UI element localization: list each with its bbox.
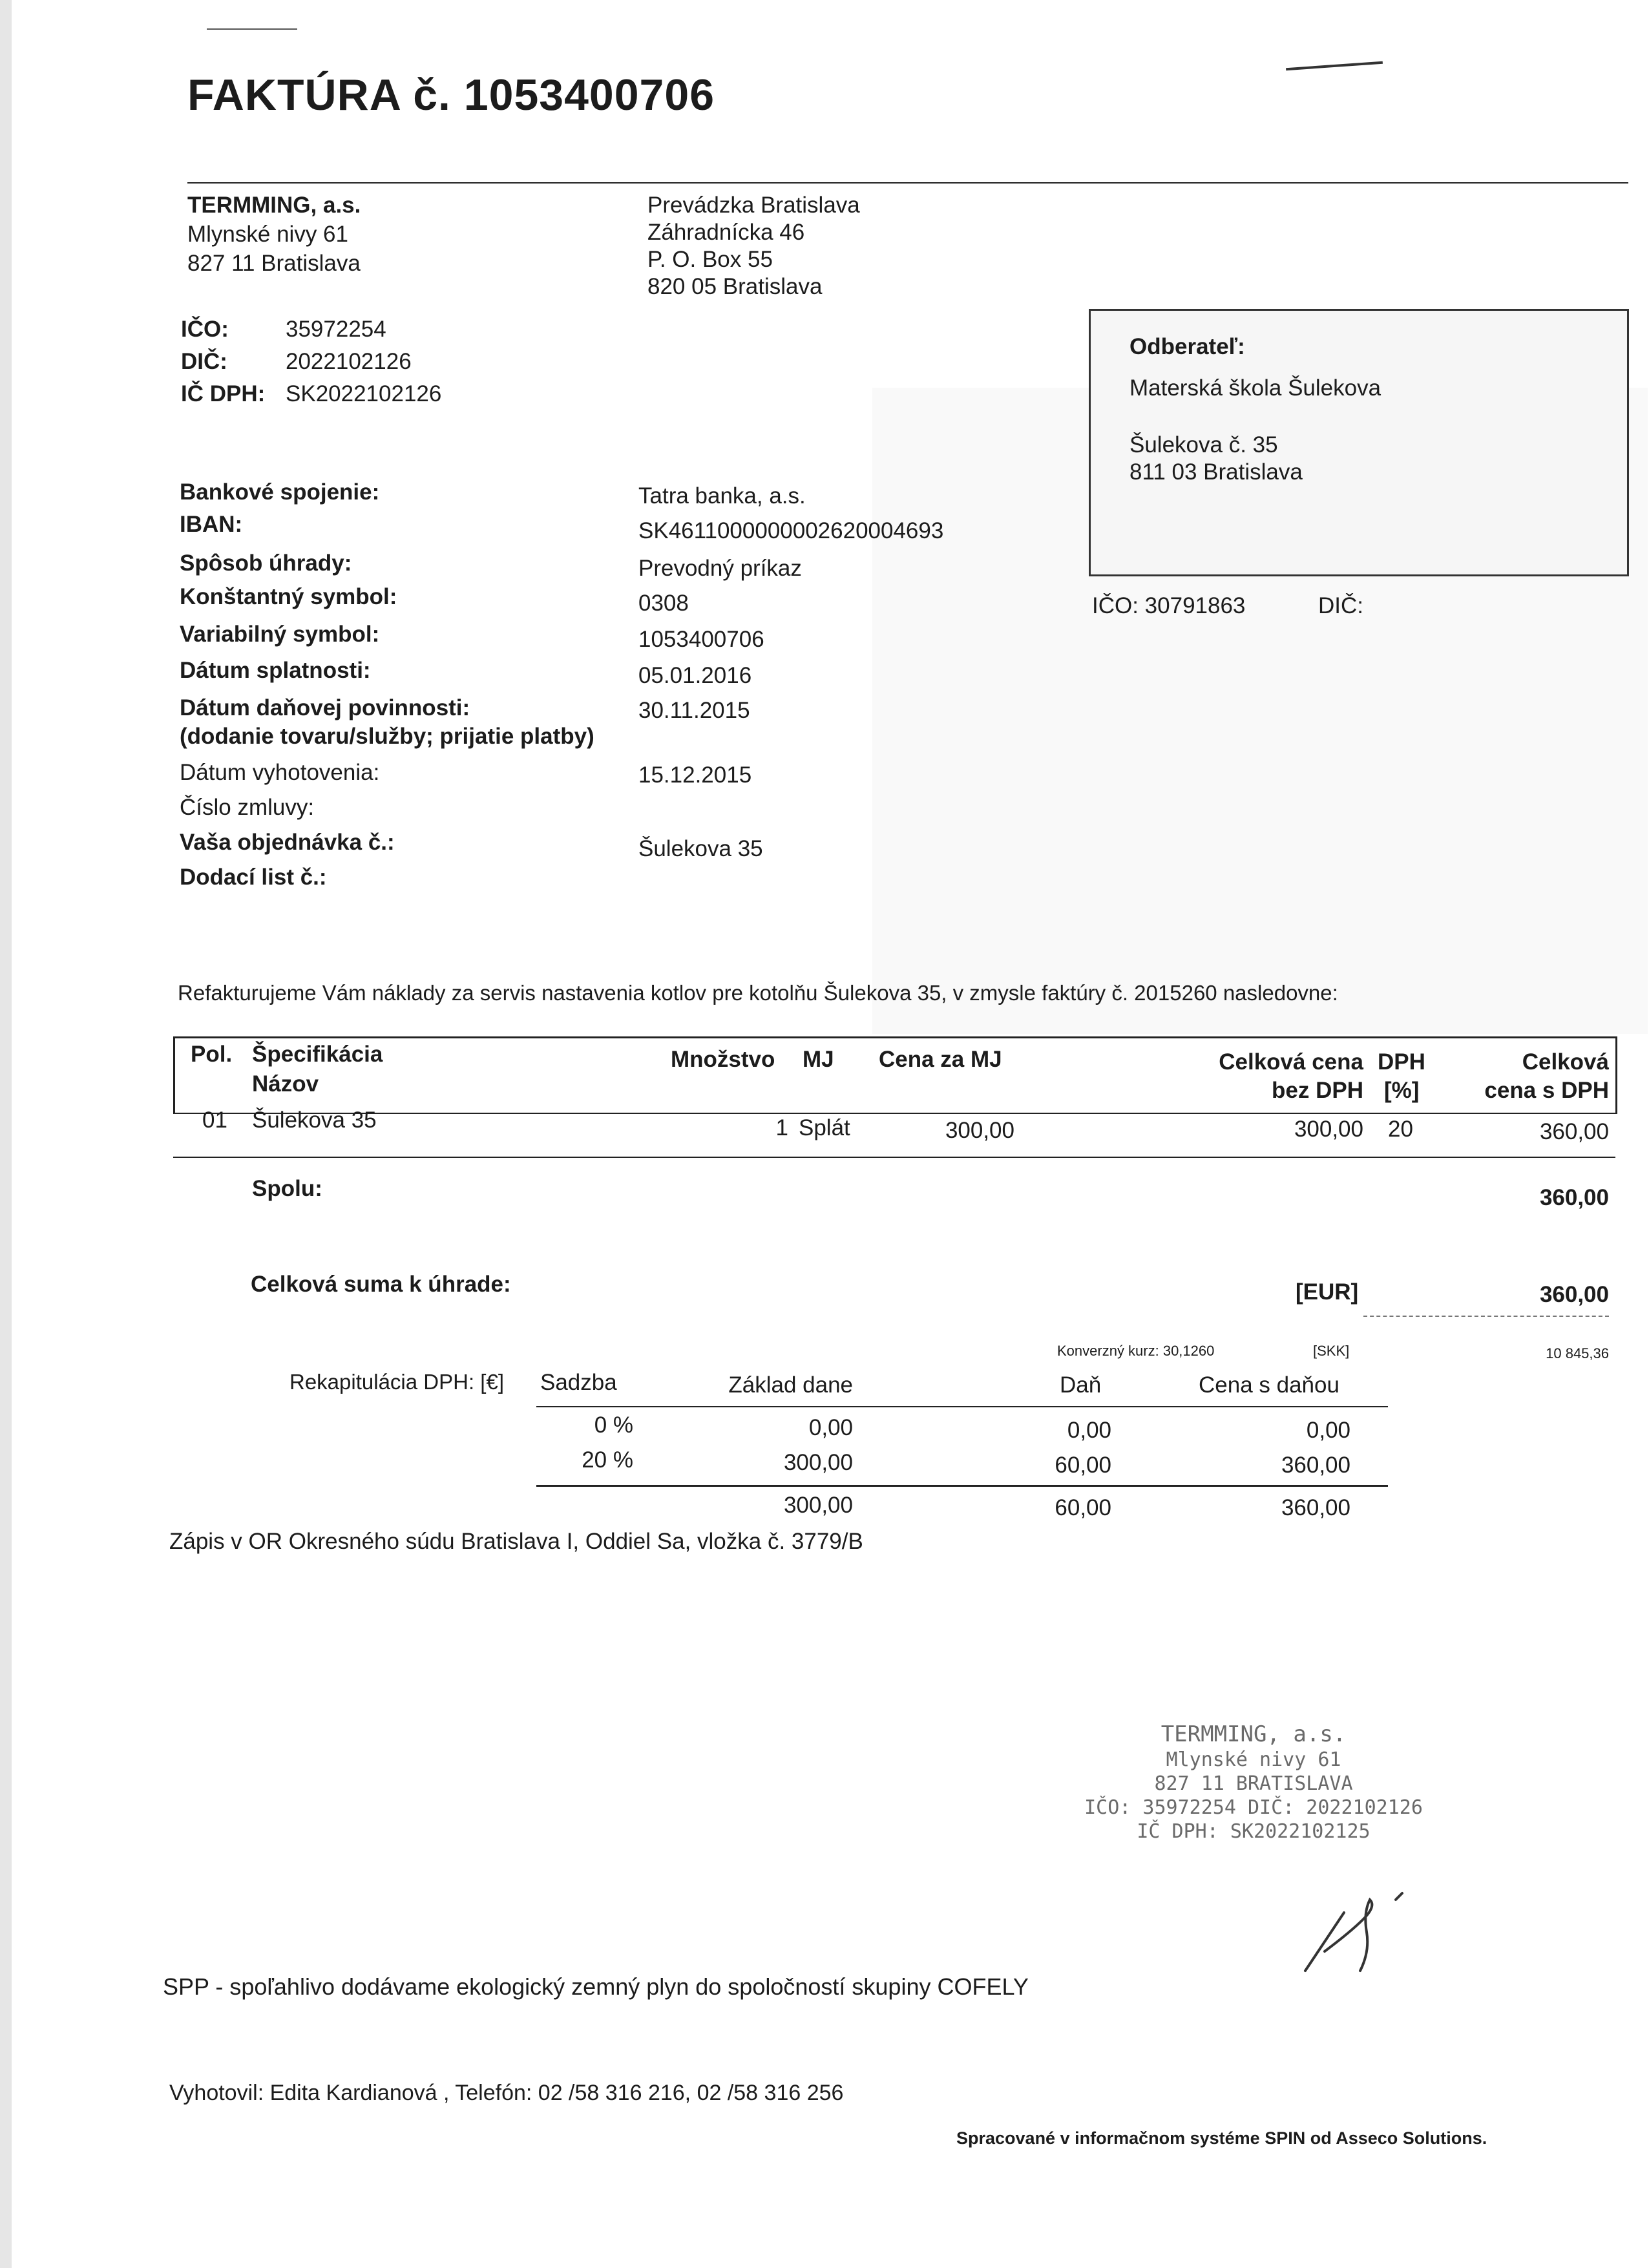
- vat-col-zaklad: Základ dane: [728, 1372, 853, 1398]
- currency-label: [EUR]: [1296, 1279, 1359, 1305]
- payment-label: Dodací list č.:: [180, 865, 327, 890]
- scan-shadow-left: [0, 0, 12, 2268]
- customer-name: Materská škola Šulekova: [1129, 375, 1381, 401]
- col-dph-2: [%]: [1384, 1078, 1420, 1103]
- customer-city: 811 03 Bratislava: [1129, 459, 1303, 485]
- skk-label: [SKK]: [1313, 1343, 1350, 1359]
- table-right-border: [1615, 1036, 1617, 1114]
- conversion-rate: Konverzný kurz: 30,1260: [1057, 1343, 1215, 1359]
- payment-label: Dátum splatnosti:: [180, 658, 371, 683]
- processed-text: Spracované v informačnom systéme SPIN od Asseco Solutions.: [956, 2128, 1487, 2148]
- vat-total-rule: [536, 1485, 1388, 1487]
- payment-value: 0308: [638, 591, 689, 616]
- vat-total-dan: 60,00: [1055, 1495, 1111, 1520]
- branch-pobox: P. O. Box 55: [647, 247, 773, 272]
- stamp-line: 827 11 BRATISLAVA: [1154, 1772, 1353, 1795]
- vat-total-zaklad: 300,00: [783, 1493, 853, 1518]
- invoice-title: FAKTÚRA č. 1053400706: [187, 70, 715, 120]
- stamp-line: TERMMING, a.s.: [1161, 1721, 1347, 1747]
- supplier-city: 827 11 Bratislava: [187, 251, 361, 276]
- vat-header-rule: [536, 1406, 1388, 1407]
- col-spec: Špecifikácia: [252, 1042, 383, 1067]
- payment-value: Tatra banka, a.s.: [638, 483, 806, 509]
- dic-label: DIČ:: [181, 349, 227, 374]
- payment-label: Variabilný symbol:: [180, 622, 380, 647]
- customer-street: Šulekova č. 35: [1129, 432, 1278, 457]
- intro-text: Refakturujeme Vám náklady za servis nastavenia kotlov pre kotolňu Šulekova 35, v zmysle faktúry č. 2015260 nasledovne:: [178, 981, 1338, 1005]
- col-celk-s-1: Celková: [1522, 1049, 1609, 1075]
- vat-total-cena: 360,00: [1281, 1495, 1350, 1520]
- col-nazov: Názov: [252, 1071, 319, 1097]
- vat-recap-label: Rekapitulácia DPH: [€]: [289, 1370, 504, 1394]
- payment-value: 15.12.2015: [638, 762, 752, 788]
- col-pol: Pol.: [191, 1042, 233, 1067]
- scan-mark-top-right: [1286, 61, 1383, 70]
- table-bottom-rule: [173, 1157, 1615, 1158]
- ico-value: 35972254: [286, 317, 386, 342]
- register-text: Zápis v OR Okresného súdu Bratislava I, Oddiel Sa, vložka č. 3779/B: [169, 1529, 863, 1554]
- table-top-rule: [173, 1036, 1615, 1038]
- vat-zaklad: 300,00: [783, 1450, 853, 1475]
- vat-dan: 0,00: [1067, 1418, 1111, 1443]
- vat-sadzba: 0 %: [594, 1412, 633, 1438]
- col-mj: MJ: [803, 1047, 834, 1072]
- item-mj: Splát: [799, 1115, 850, 1140]
- col-dph-1: DPH: [1378, 1049, 1425, 1075]
- item-celk-bez: 300,00: [1294, 1117, 1363, 1142]
- stamp-line: Mlynské nivy 61: [1166, 1748, 1341, 1771]
- customer-dic: DIČ:: [1318, 593, 1363, 618]
- slogan-text: SPP - spoľahlivo dodávame ekologický zemný plyn do spoločností skupiny COFELY: [163, 1973, 1029, 2000]
- suma-dotted-rule: [1363, 1316, 1609, 1317]
- customer-box: [1089, 309, 1629, 576]
- stamp-line: IČO: 35972254 DIČ: 2022102126: [1084, 1796, 1423, 1819]
- spolu-value: 360,00: [1539, 1185, 1609, 1210]
- payment-label: Dátum vyhotovenia:: [180, 760, 380, 785]
- table-left-border: [173, 1036, 175, 1114]
- item-pol: 01: [202, 1108, 227, 1133]
- issued-by-text: Vyhotovil: Edita Kardianová , Telefón: 02 /58 316 216, 02 /58 316 256: [169, 2081, 844, 2105]
- payment-value: 1053400706: [638, 627, 764, 652]
- vat-dan: 60,00: [1055, 1453, 1111, 1478]
- customer-ico: IČO: 30791863: [1092, 593, 1246, 618]
- supplier-street: Mlynské nivy 61: [187, 222, 348, 247]
- suma-label: Celková suma k úhrade:: [251, 1272, 511, 1297]
- signature-scribble: [1299, 1874, 1422, 1984]
- vat-cena: 0,00: [1306, 1418, 1350, 1443]
- company-stamp: [963, 1721, 1544, 1843]
- spolu-label: Spolu:: [252, 1176, 322, 1201]
- payment-value: 30.11.2015: [638, 698, 750, 723]
- vat-sadzba: 20 %: [582, 1447, 633, 1473]
- vat-col-dan: Daň: [1060, 1372, 1102, 1398]
- customer-label: Odberateľ:: [1129, 334, 1245, 359]
- skk-value: 10 845,36: [1546, 1345, 1609, 1361]
- item-celk-s: 360,00: [1539, 1119, 1609, 1144]
- payment-label: Číslo zmluvy:: [180, 795, 315, 820]
- ico-label: IČO:: [181, 317, 229, 342]
- col-mnozstvo: Množstvo: [671, 1047, 775, 1072]
- icdph-label: IČ DPH:: [181, 381, 266, 406]
- payment-label: Konštantný symbol:: [180, 584, 397, 609]
- item-nazov: Šulekova 35: [252, 1108, 377, 1133]
- col-celk-bez-2: bez DPH: [1272, 1078, 1363, 1103]
- scan-mark-top-left: [207, 28, 297, 30]
- supplier-name: TERMMING, a.s.: [187, 193, 361, 218]
- dic-value: 2022102126: [286, 349, 412, 374]
- payment-value: SK4611000000002620004693: [638, 518, 944, 543]
- stamp-line: IČ DPH: SK2022102125: [1137, 1820, 1371, 1843]
- payment-value: Prevodný príkaz: [638, 556, 802, 581]
- payment-value: Šulekova 35: [638, 836, 763, 861]
- table-header-rule: [173, 1113, 1615, 1114]
- item-cena-mj: 300,00: [945, 1118, 1014, 1143]
- vat-col-cena: Cena s daňou: [1199, 1372, 1339, 1398]
- branch-city: 820 05 Bratislava: [647, 274, 823, 299]
- title-rule: [187, 182, 1628, 184]
- payment-label: Vaša objednávka č.:: [180, 830, 395, 855]
- suma-value: 360,00: [1539, 1282, 1609, 1307]
- payment-label: Bankové spojenie:: [180, 479, 380, 505]
- payment-label: Dátum daňovej povinnosti:: [180, 695, 470, 720]
- branch-name: Prevádzka Bratislava: [647, 193, 860, 218]
- vat-col-sadzba: Sadzba: [540, 1370, 617, 1395]
- item-mnozstvo: 1: [775, 1115, 788, 1140]
- branch-street: Záhradnícka 46: [647, 220, 805, 245]
- item-dph: 20: [1388, 1117, 1413, 1142]
- icdph-value: SK2022102126: [286, 381, 442, 406]
- vat-cena: 360,00: [1281, 1453, 1350, 1478]
- col-celk-bez-1: Celková cena: [1219, 1049, 1363, 1075]
- col-cena-mj: Cena za MJ: [879, 1047, 1002, 1072]
- payment-label: IBAN:: [180, 512, 243, 537]
- payment-label: (dodanie tovaru/služby; prijatie platby): [180, 724, 594, 749]
- col-celk-s-2: cena s DPH: [1484, 1078, 1609, 1103]
- vat-zaklad: 0,00: [808, 1415, 853, 1440]
- payment-label: Spôsob úhrady:: [180, 551, 352, 576]
- payment-value: 05.01.2016: [638, 663, 752, 688]
